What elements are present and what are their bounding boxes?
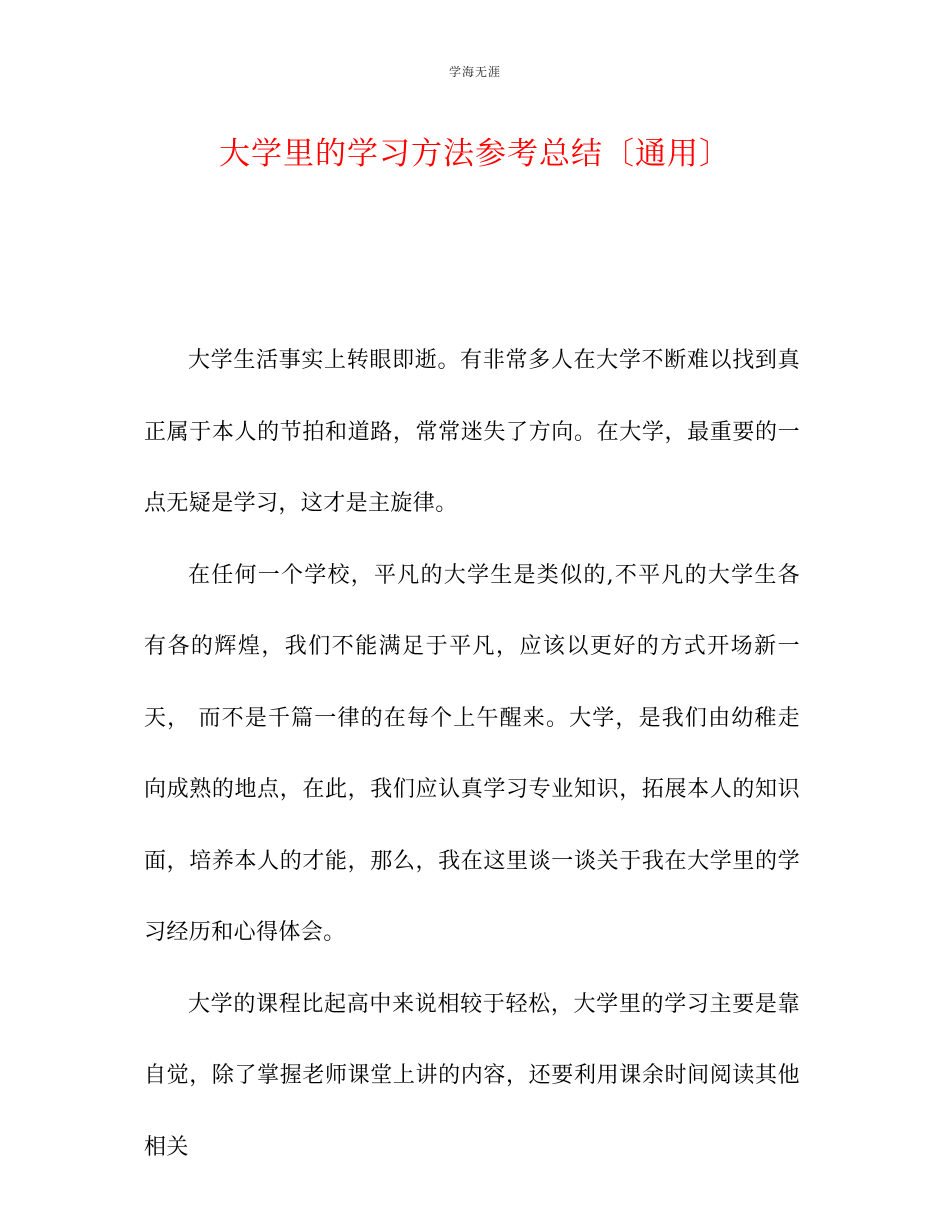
paragraph-3: 大学的课程比起高中来说相较于轻松，大学里的学习主要是靠自觉，除了掌握老师课堂上讲的内容，还要利用课余时间阅读其他相关 bbox=[144, 991, 800, 1160]
paragraph-2: 在任何一个学校，平凡的大学生是类似的,不平凡的大学生各有各的辉煌，我们不能满足于平凡，应该以更好的方式开场新一天， 而不是千篇一律的在每个上午醒来。大学，是我们由幼稚走向成熟的地点，在此，我们应认真学习专业知识，拓展本人的知识面，培养本人的才能，那么，我在这里谈一谈关于我在大学里的学习经历和心得体会。 bbox=[144, 562, 800, 945]
page-header: 学海无涯 bbox=[448, 65, 501, 79]
paragraph-1: 大学生活事实上转眼即逝。有非常多人在大学不断难以找到真正属于本人的节拍和道路，常常迷失了方向。在大学，最重要的一点无疑是学习，这才是主旋律。 bbox=[144, 348, 800, 516]
document-body bbox=[144, 325, 800, 1183]
document-title: 大学里的学习方法参考总结〔通用〕 bbox=[219, 136, 731, 172]
